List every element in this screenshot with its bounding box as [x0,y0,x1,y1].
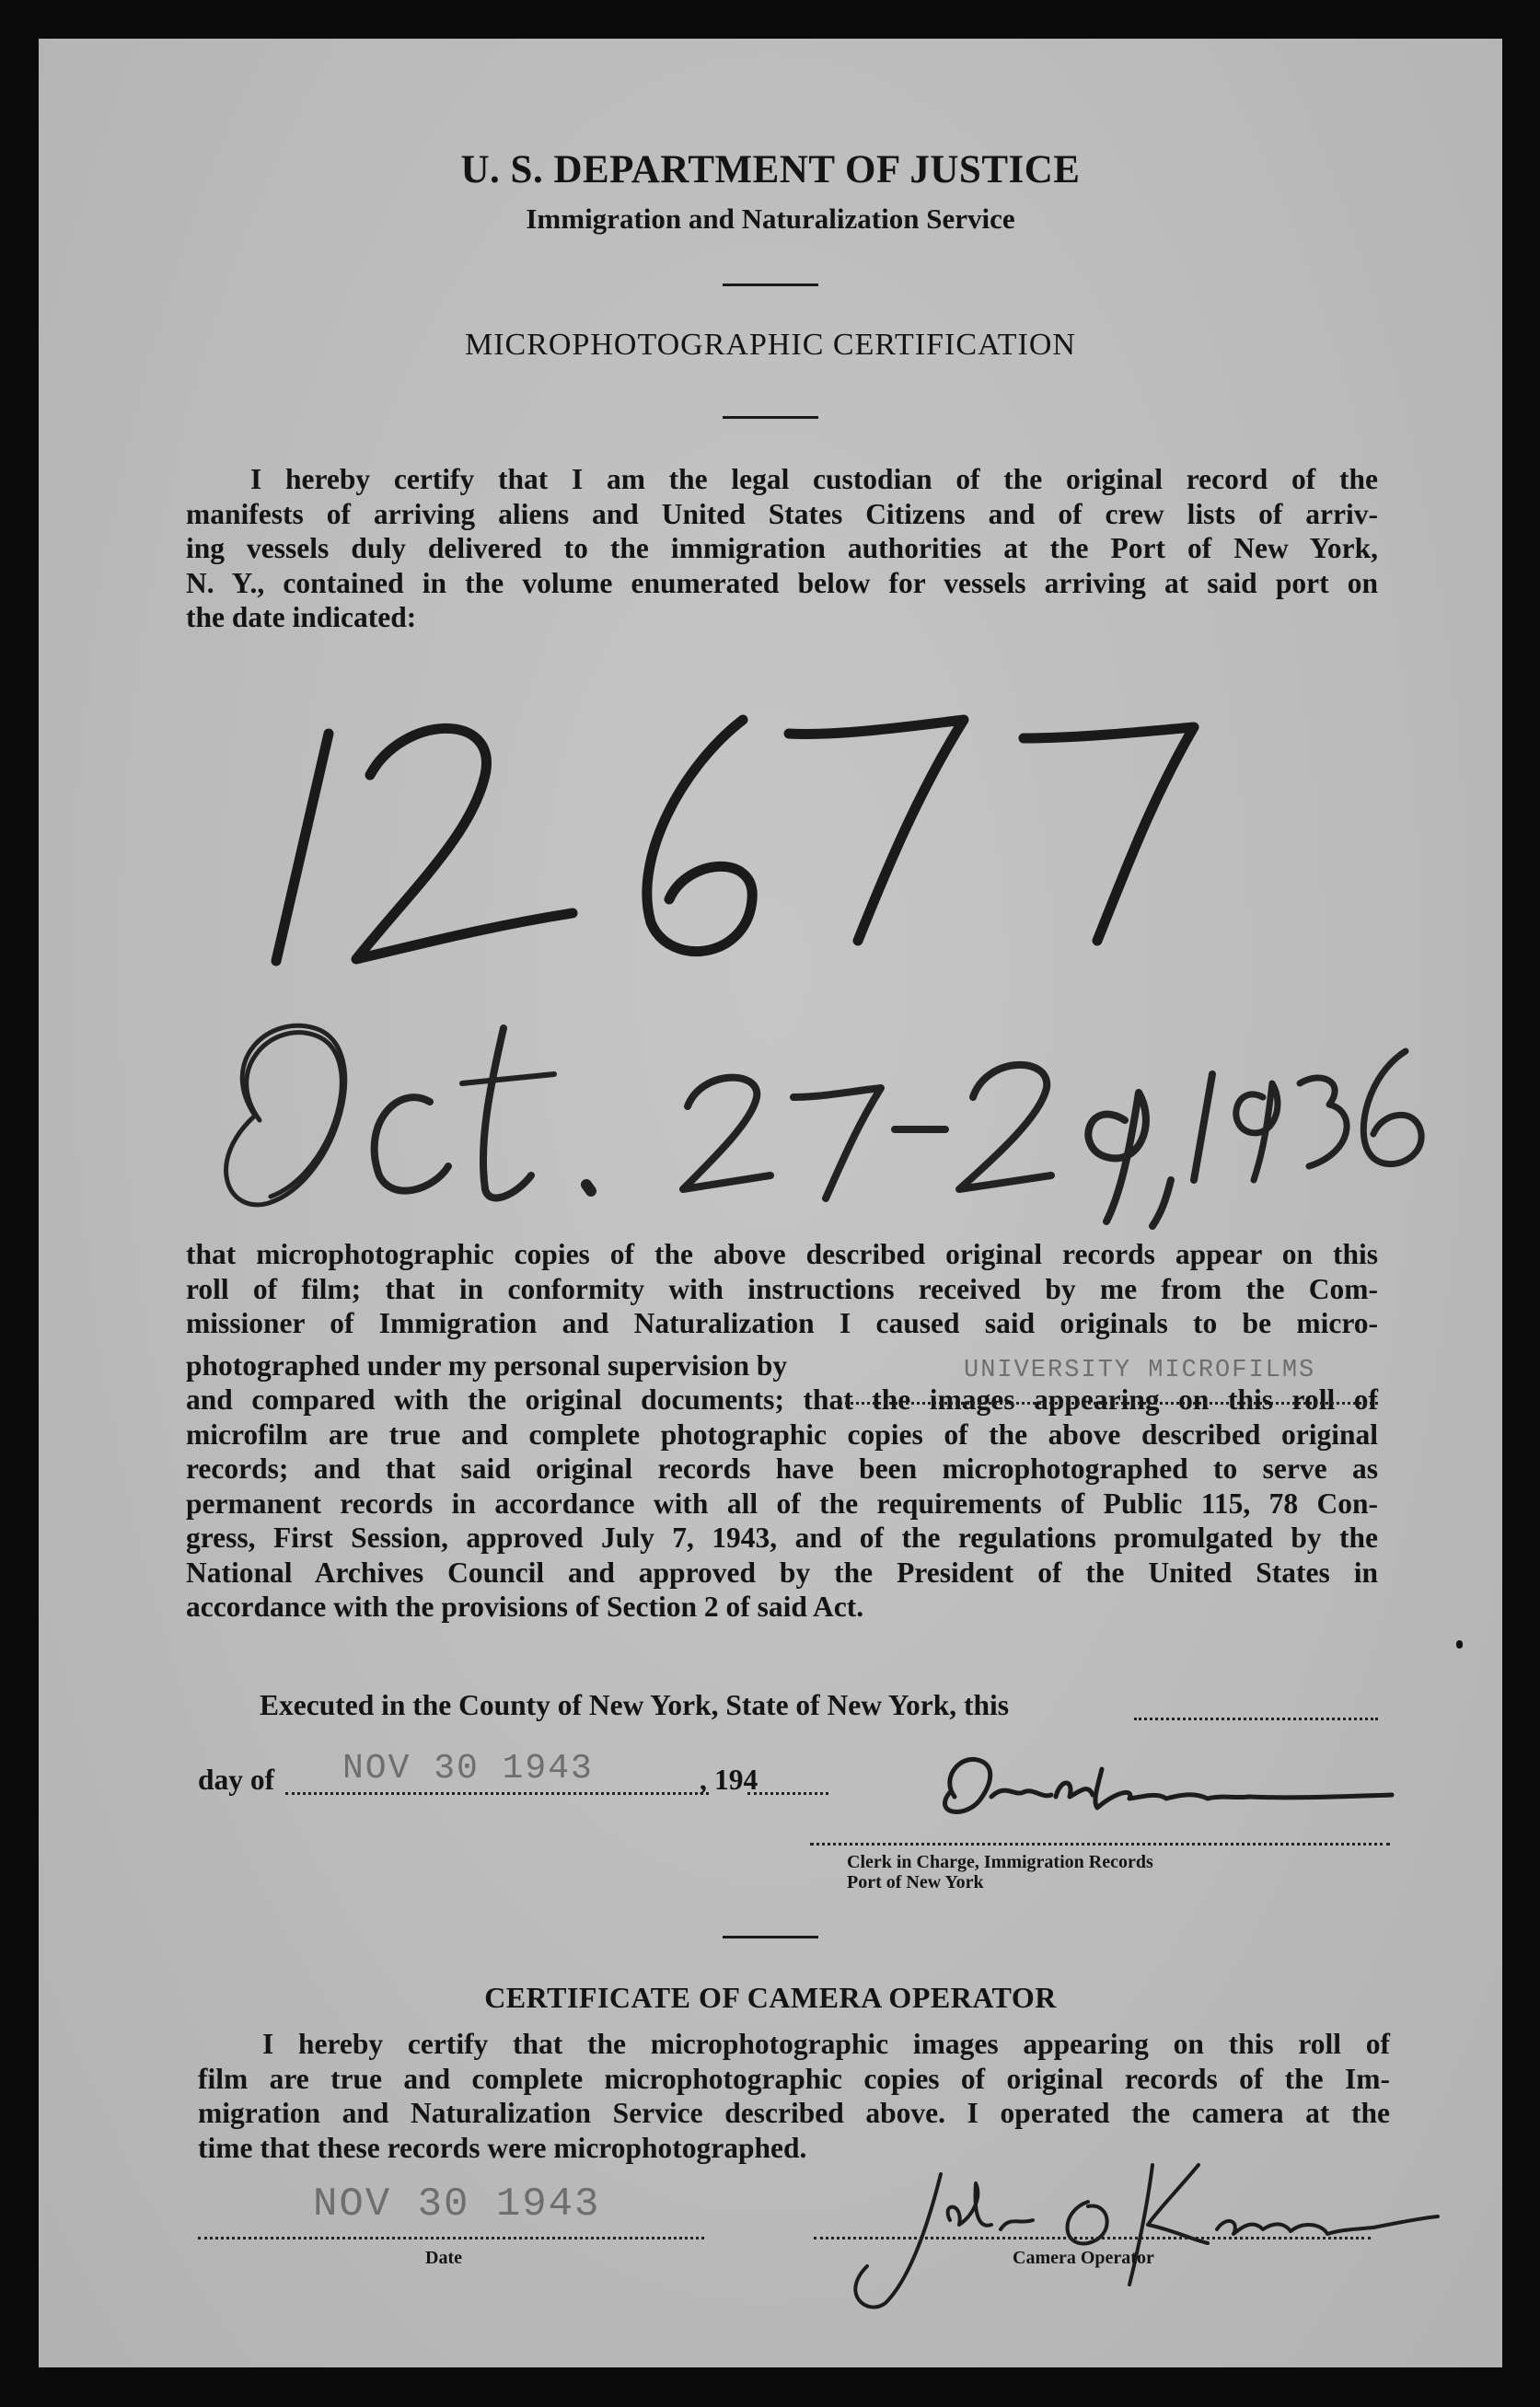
body-line: and compared with the original documents; that the images appearing on this roll of [186,1383,1378,1416]
clerk-port: Port of New York [847,1872,984,1892]
certificate-sheet: U. S. DEPARTMENT OF JUSTICE Immigration and Naturalization Service MICROPHOTOGRAPHIC CERTIFICATION I hereby certify that I am the legal custodian of the original record of the manifests of arriving aliens and United States Citizens and of crew lists of arriv- ing vessels duly delivered to the immigration authorities at the Port of New York, N. Y., contained in the volume enumerated below for vessels arriving at said port on the date indicated: that microphotographic copies of the above described original records appear on this roll of film; that in conformity with instructions received by me from the Com- missioner of Immigration and Naturalization I caused said originals to be micro- photographed under my personal supervision by and compared with the original documents; that the images appearing on this roll of microfilm are true and complete photographic copies of the above described original records; and that said original records have been microphotographed to serve as permanent records in accordance with all of the requirements of Public 115, 78 Con- gress, First Session, approved July 7, 1943, and of the regulations promulgated by the National Archives Council and approved by the President of the United States in accordance with the provisions of Section 2 of said Act. UNIVERSITY MICROFILMS Executed in the County of New York, State of New York, this day of 194 , NOV 30 1943 Clerk in Charge, Immigration Records Port of New York CERTIFICATE OF CAMERA OPERATOR I hereby certify that the microphotographic images appearing on this roll of film are true and complete microphotographic copies of original records of the Im- migration and Naturalization Service described above. I operated the camera at the time that these records were microphotographed. NOV 30 1943 Date Camera Operator [39,39,1502,2367]
divider [723,416,818,419]
body-line: National Archives Council and approved by the President of the United States in [186,1556,1378,1589]
executed-dotted-line [1134,1718,1378,1720]
supervisor-dotted-line [839,1402,1378,1405]
certification-paragraph [186,1237,1378,1625]
year-prefix: 194 [714,1764,758,1796]
intro-line: ing vessels duly delivered to the immigration authorities at the Port of New York, [186,532,1378,564]
body-line: roll of film; that in conformity with instructions received by me from the Com- [186,1272,1378,1305]
intro-line: manifests of arriving aliens and United States Citizens and of crew lists of arriv- [186,497,1378,530]
body-line: gress, First Session, approved July 7, 1943, and of the regulations promulgated by the [186,1522,1378,1554]
operator-dotted-line [814,2237,1371,2239]
body-line: microfilm are true and complete photographic copies of the above described original [186,1418,1378,1451]
ink-speck [1456,1640,1463,1649]
body-line: accordance with the provisions of Section 2 of said Act. [186,1591,864,1623]
operator-label: Camera Operator [1013,2248,1154,2268]
day-of-label: day of [198,1764,275,1796]
intro-line: I hereby certify that I am the legal custodian of the original record of the [250,463,1378,495]
divider [723,284,818,286]
handwritten-entry [168,665,1438,1235]
executed-text: Executed in the County of New York, State of New York, this [260,1689,1010,1721]
department-heading: U. S. DEPARTMENT OF JUSTICE [460,148,1081,191]
camera-line: I hereby certify that the microphotographic images appearing on this roll of [262,2028,1390,2060]
body-line: permanent records in accordance with all of the requirements of Public 115, 78 Con- [186,1487,1378,1520]
service-heading: Immigration and Naturalization Service [526,203,1015,235]
operator-signature [812,2128,1447,2312]
intro-line: N. Y., contained in the volume enumerated below for vessels arriving at said port on [186,566,1378,599]
clerk-signature [904,1742,1438,1843]
year-dotted-line [747,1792,828,1795]
clerk-title: Clerk in Charge, Immigration Records [847,1852,1153,1872]
date-dotted-line [198,2237,704,2239]
intro-paragraph [186,462,1378,635]
supervisor-stamp: UNIVERSITY MICROFILMS [964,1357,1316,1384]
camera-line: time that these records were microphotographed. [198,2131,807,2164]
intro-line: the date indicated: [186,601,417,633]
clerk-dotted-line [810,1843,1390,1846]
date-label: Date [425,2248,462,2268]
body-line: photographed under my personal supervision by [186,1348,788,1382]
day-of-dotted-line [285,1792,709,1795]
body-line: that microphotographic copies of the above described original records appear on this [186,1238,1378,1270]
camera-heading: CERTIFICATE OF CAMERA OPERATOR [484,1981,1057,2014]
camera-line: migration and Naturalization Service described above. I operated the camera at the [198,2097,1390,2129]
body-line: records; and that said original records have been microphotographed to serve as [186,1452,1378,1485]
certificate-title: MICROPHOTOGRAPHIC CERTIFICATION [464,328,1076,362]
camera-date-stamp: NOV 30 1943 [313,2181,601,2228]
camera-line: film are true and complete microphotographic copies of original records of the Im- [198,2062,1390,2095]
body-line: missioner of Immigration and Naturalization I caused said originals to be micro- [186,1307,1378,1339]
executed-date-stamp: NOV 30 1943 [342,1749,594,1788]
divider [723,1936,818,1938]
